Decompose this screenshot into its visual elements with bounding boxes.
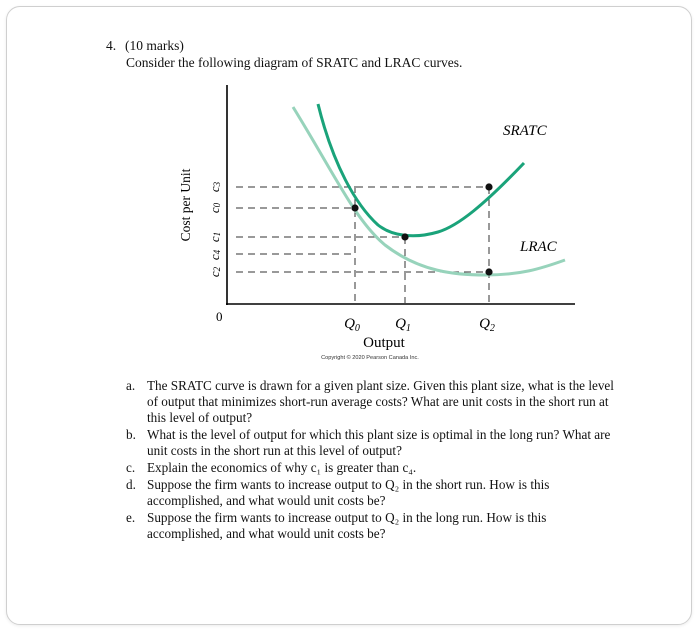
copyright-note: Copyright © 2020 Pearson Canada Inc. — [321, 355, 419, 361]
tick-q1: $Q_1$ — [395, 316, 411, 334]
curve-points — [351, 183, 492, 275]
tick-c2: c2 — [206, 266, 223, 278]
y-axis-title: Cost per Unit — [178, 168, 193, 242]
part-text: Explain the economics of why c₁ is greater than c₄. — [147, 460, 417, 475]
lrac-label: LRAC — [520, 239, 557, 255]
part-label: b. — [126, 427, 136, 442]
sratc-label: SRATC — [503, 123, 547, 139]
part-text: The SRATC curve is drawn for a given plant size. Given this plant size, what is the level of output that minimizes short-run average costs? What are unit costs in the short run at this level of output? — [147, 378, 614, 425]
part-label: a. — [126, 378, 136, 393]
part-text: What is the level of output for which this plant size is optimal in the long run? What are unit costs in the short run at this level of output? — [147, 427, 611, 458]
question-parts — [106, 378, 616, 543]
sratc-curve — [318, 104, 524, 236]
tick-c1: c1 — [206, 231, 223, 243]
question-intro: Consider the following diagram of SRATC and LRAC curves. — [126, 55, 463, 70]
guide-lines — [236, 186, 489, 303]
part-b — [106, 427, 616, 459]
part-a — [106, 378, 616, 426]
question-marks: (10 marks) — [125, 38, 184, 53]
tick-q0: $Q_0$ — [344, 316, 360, 334]
question-number: 4. — [106, 38, 117, 53]
part-label: c. — [126, 460, 136, 475]
tick-c3: c3 — [206, 181, 223, 193]
tick-c0: c0 — [206, 202, 223, 214]
part-e — [106, 510, 616, 542]
point-q1-c1 — [401, 233, 408, 240]
origin-label: 0 — [216, 309, 223, 324]
quantity-tick-labels — [344, 316, 495, 334]
part-label: d. — [126, 477, 136, 492]
tick-q2: $Q_2$ — [479, 316, 495, 334]
x-axis-title: Output — [363, 335, 405, 351]
point-q2-c2 — [485, 268, 492, 275]
tick-c4: c4 — [206, 249, 223, 261]
part-label: e. — [126, 510, 136, 525]
cost-tick-labels — [207, 181, 222, 277]
point-q2-c3 — [485, 183, 492, 190]
point-q0-c0 — [351, 204, 358, 211]
part-d — [106, 477, 616, 509]
part-text: Suppose the firm wants to increase output to Q₂ in the short run. How is this accomplished, and what would unit costs be? — [147, 477, 550, 508]
part-text: Suppose the firm wants to increase output to Q₂ in the long run. How is this accomplished, and what would unit costs be? — [147, 510, 547, 541]
part-c — [106, 460, 616, 476]
